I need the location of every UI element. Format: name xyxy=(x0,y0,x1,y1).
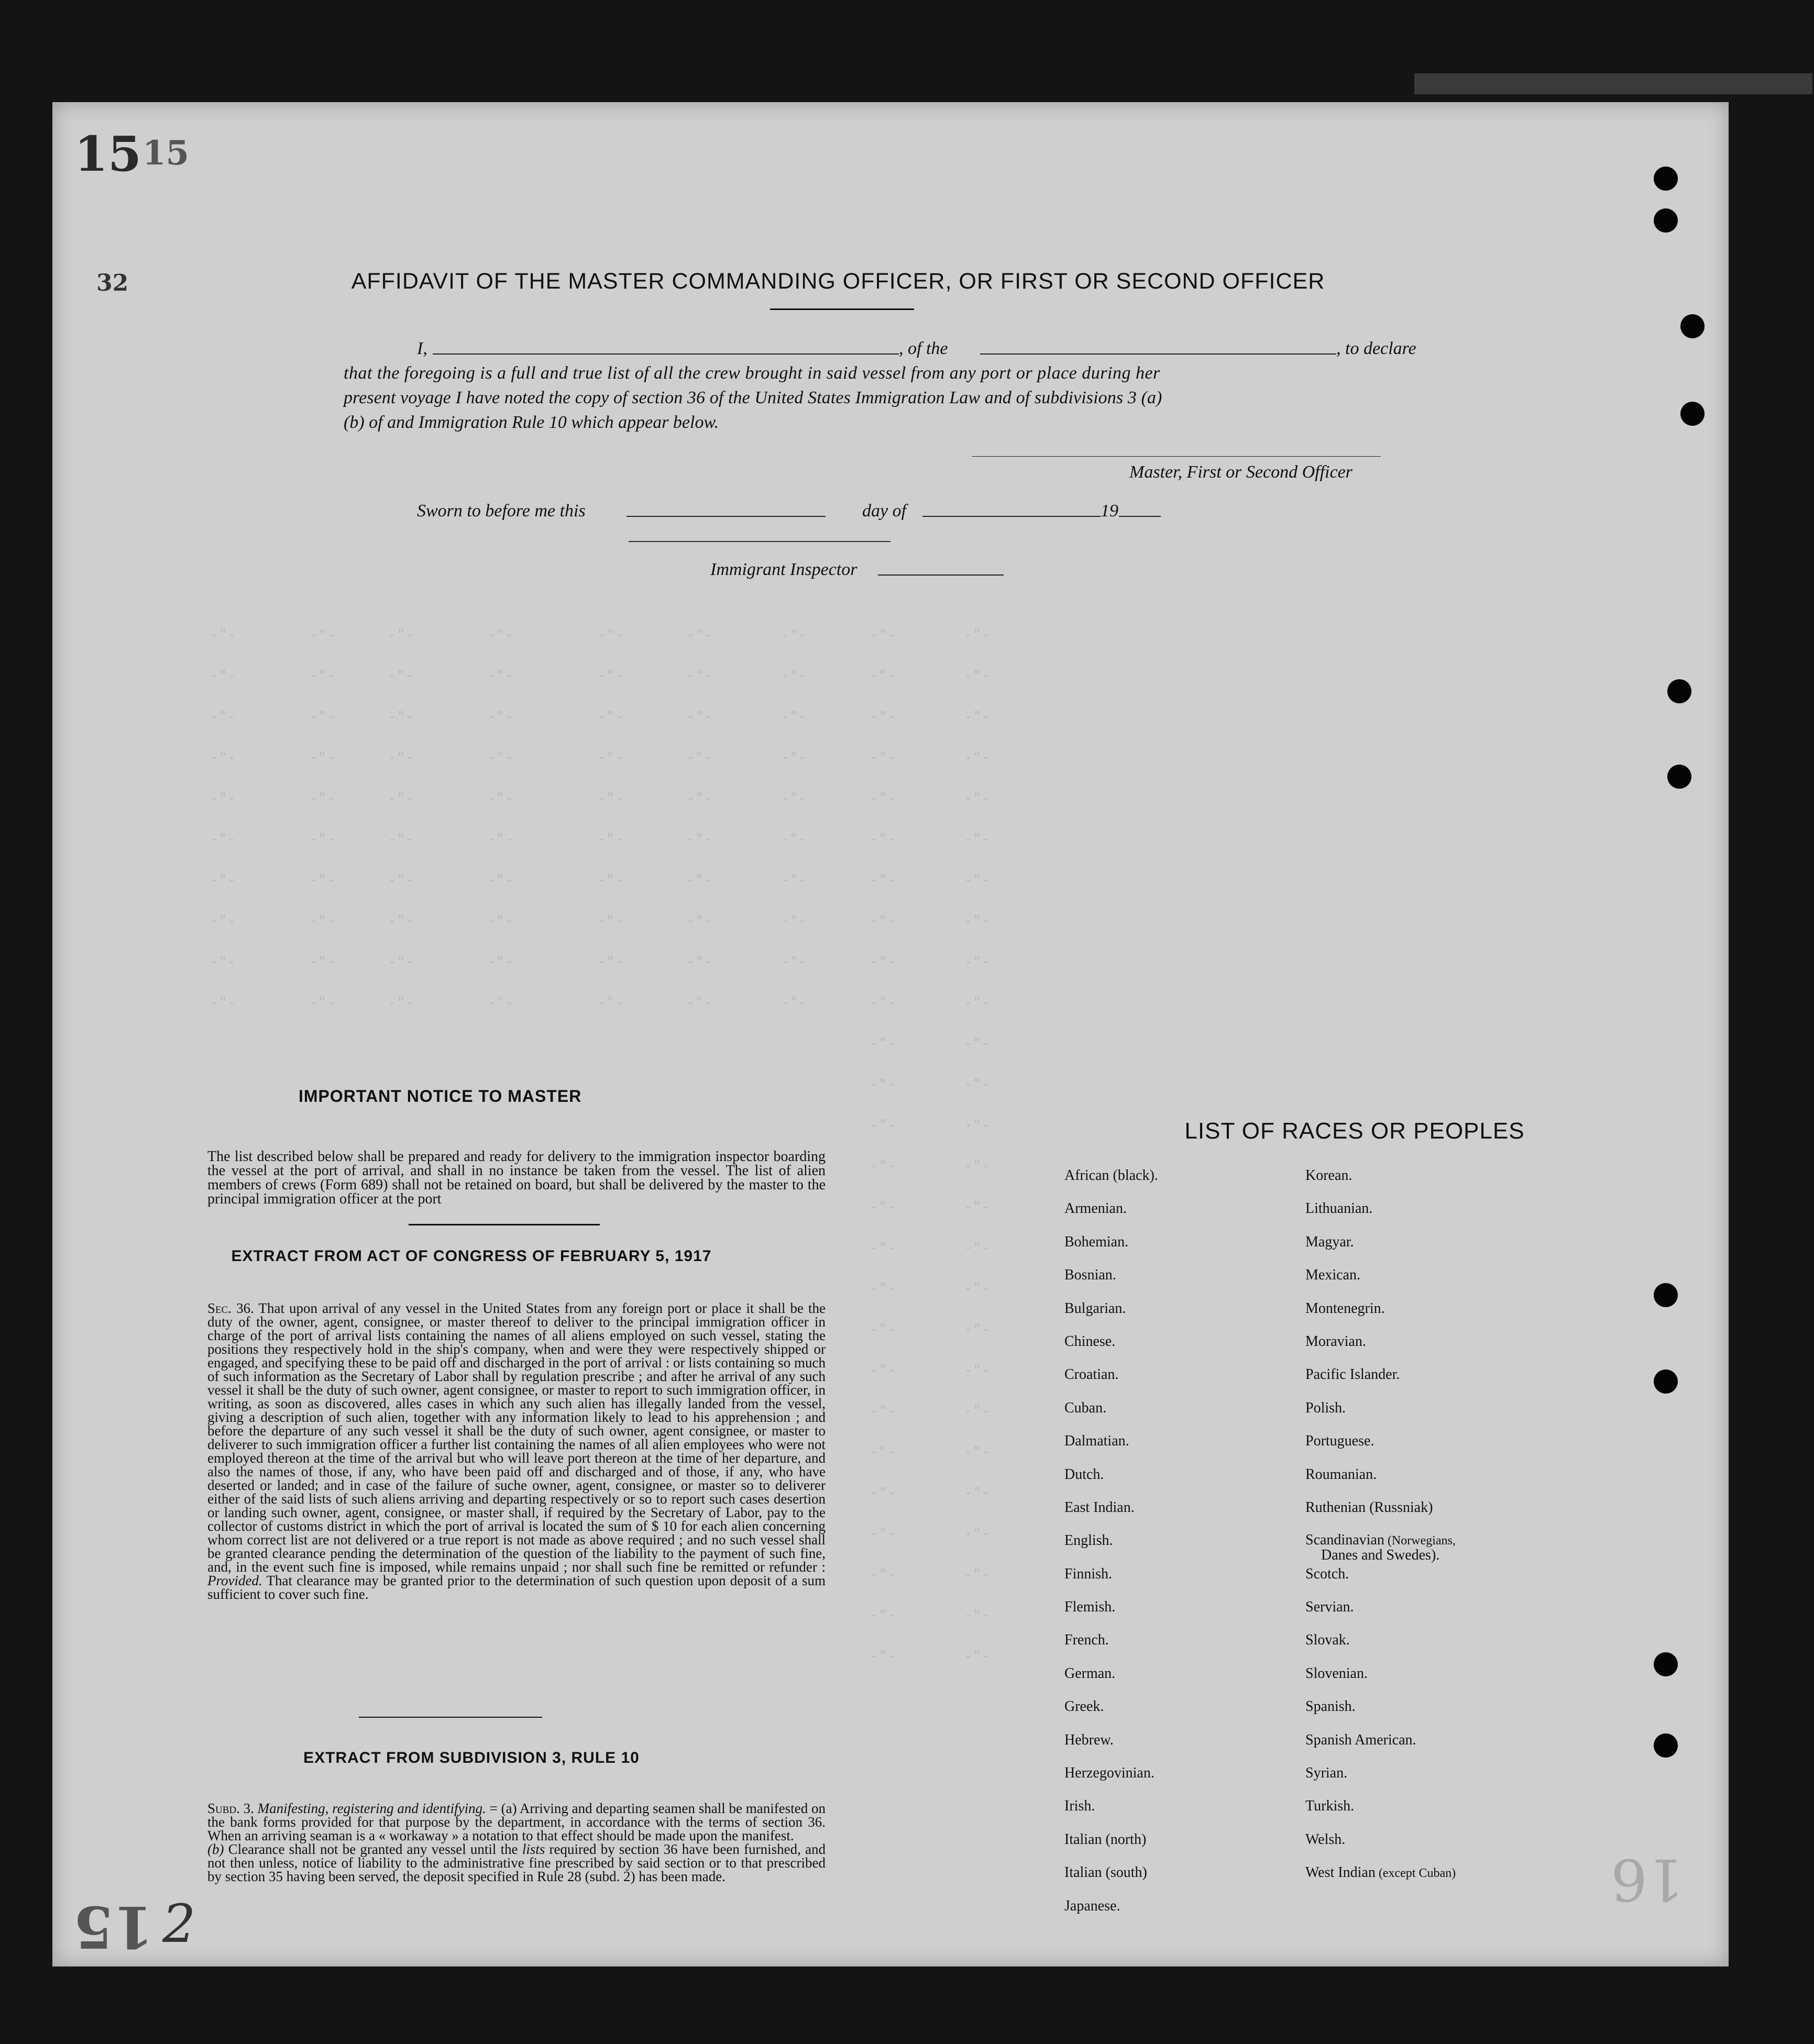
affidavit-line-4: (b) of and Immigration Rule 10 which appear below. xyxy=(344,413,719,432)
race-item xyxy=(1305,1400,1536,1433)
race-name: Polish. xyxy=(1305,1399,1346,1416)
race-item xyxy=(1064,1798,1295,1831)
race-name: Dutch. xyxy=(1064,1466,1104,1483)
bleed-through-mark: -"- xyxy=(964,1402,991,1419)
bleed-through-row xyxy=(52,871,1729,887)
race-name: Bohemian. xyxy=(1064,1233,1129,1250)
bleed-through-mark: -"- xyxy=(686,708,713,725)
bleed-through-mark: -"- xyxy=(964,1239,991,1256)
race-item xyxy=(1305,1699,1536,1732)
races-title: LIST OF RACES OR PEOPLES xyxy=(1184,1118,1525,1144)
inspector-signature-field[interactable] xyxy=(878,559,1004,576)
race-item xyxy=(1064,1599,1295,1632)
sworn-label: Sworn to before me this xyxy=(417,501,586,521)
race-item xyxy=(1305,1732,1536,1765)
race-item xyxy=(1064,1566,1295,1599)
bleed-through-mark: -"- xyxy=(388,667,414,684)
binder-hole xyxy=(1667,679,1691,703)
act-extract-text xyxy=(207,1301,826,1601)
bleed-through-mark: -"- xyxy=(210,667,236,684)
race-name: French. xyxy=(1064,1632,1109,1649)
bleed-through-mark: -"- xyxy=(870,1524,896,1542)
race-item xyxy=(1064,1732,1295,1765)
bleed-through-mark: -"- xyxy=(309,830,336,847)
notice-text: The list described below shall be prepared and ready for delivery to the immigration inspector boarding the vessel at the port of arrival, and shall in no instance be taken from the vessel. The list of alien members of crews (Form 689) shall not be retained on board, but shall be delivered by the master to the principal immigration officer at the port xyxy=(207,1148,826,1207)
bleed-through-mark: -"- xyxy=(388,871,414,888)
race-item xyxy=(1305,1433,1536,1466)
subd-text-b: required by section 36 have been furnished, and not then unless, notice of liability to the administrative fine prescribed by said section or to that prescribed by section 35 having been served, the deposit specified in Rule 28 (subd. 2) has been made. xyxy=(207,1841,826,1884)
race-name: Pacific Islander. xyxy=(1305,1366,1400,1383)
bleed-through-mark: -"- xyxy=(780,912,807,929)
bleed-through-mark: -"- xyxy=(870,1320,896,1338)
race-name: Greek. xyxy=(1064,1698,1104,1715)
bleed-through-mark: -"- xyxy=(964,1198,991,1215)
bleed-through-mark: -"- xyxy=(597,789,624,806)
races-right-column xyxy=(1305,1168,1536,1898)
binder-hole xyxy=(1654,1652,1678,1676)
race-item xyxy=(1064,1201,1295,1234)
document-page xyxy=(52,102,1729,1966)
bleed-through-mark: -"- xyxy=(309,993,336,1011)
vessel-name-field[interactable] xyxy=(980,338,1336,355)
bleed-through-mark: -"- xyxy=(964,912,991,929)
affidavit-i-label: I, xyxy=(417,339,427,358)
bleed-through-mark: -"- xyxy=(964,667,991,684)
race-note: Danes and Swedes). xyxy=(1321,1547,1440,1564)
bleed-through-mark: -"- xyxy=(964,1279,991,1297)
bleed-through-mark: -"- xyxy=(309,708,336,725)
bleed-through-mark: -"- xyxy=(388,708,414,725)
binder-hole xyxy=(1654,1733,1678,1758)
race-name: German. xyxy=(1064,1665,1116,1682)
bleed-through-mark: -"- xyxy=(964,748,991,766)
binder-hole xyxy=(1680,314,1705,338)
bleed-through-mark: -"- xyxy=(597,748,624,766)
bleed-through-mark: -"- xyxy=(686,667,713,684)
bleed-through-mark: -"- xyxy=(964,708,991,725)
race-item xyxy=(1064,1234,1295,1267)
race-item xyxy=(1305,1367,1536,1400)
race-item xyxy=(1305,1666,1536,1699)
corner-number-side: 32 xyxy=(96,270,129,296)
race-item xyxy=(1064,1267,1295,1300)
bleed-through-mark: -"- xyxy=(487,993,514,1011)
race-name: Welsh. xyxy=(1305,1831,1346,1848)
bleed-through-mark: -"- xyxy=(210,626,236,643)
bleed-through-mark: -"- xyxy=(870,1361,896,1378)
race-name: Lithuanian. xyxy=(1305,1200,1373,1217)
race-item xyxy=(1305,1798,1536,1831)
bleed-through-mark: -"- xyxy=(210,748,236,766)
bleed-through-mark: -"- xyxy=(870,1157,896,1174)
bleed-through-mark: -"- xyxy=(870,1606,896,1623)
race-name: African (black). xyxy=(1064,1167,1158,1184)
bleed-through-mark: -"- xyxy=(964,830,991,847)
bleed-through-mark: -"- xyxy=(487,953,514,970)
bleed-through-mark: -"- xyxy=(388,993,414,1011)
race-name: Japanese. xyxy=(1064,1897,1120,1914)
bleed-through-mark: -"- xyxy=(780,830,807,847)
race-name: Spanish. xyxy=(1305,1698,1356,1715)
act-extract-heading: EXTRACT FROM ACT OF CONGRESS OF FEBRUARY 5, 1917 xyxy=(231,1247,712,1265)
bleed-through-mark: -"- xyxy=(686,993,713,1011)
races-left-column xyxy=(1064,1168,1295,1931)
race-item xyxy=(1305,1865,1536,1898)
race-name: Mexican. xyxy=(1305,1267,1360,1284)
bleed-through-mark: -"- xyxy=(964,953,991,970)
bleed-through-mark: -"- xyxy=(597,912,624,929)
bleed-through-mark: -"- xyxy=(870,830,896,847)
race-name: Italian (south) xyxy=(1064,1864,1147,1881)
sworn-month-field[interactable] xyxy=(922,500,1101,517)
bleed-through-mark: -"- xyxy=(210,789,236,806)
race-name: Armenian. xyxy=(1064,1200,1127,1217)
bleed-through-mark: -"- xyxy=(964,1606,991,1623)
race-item xyxy=(1064,1699,1295,1732)
race-item xyxy=(1305,1500,1536,1533)
bleed-through-mark: -"- xyxy=(686,789,713,806)
year-label: 19 xyxy=(1101,501,1118,521)
race-item xyxy=(1064,1334,1295,1367)
race-item xyxy=(1305,1599,1536,1632)
corner-check-mark: 2 xyxy=(162,1893,196,1954)
bleed-through-mark: -"- xyxy=(964,1443,991,1460)
bleed-through-mark: -"- xyxy=(964,1361,991,1378)
bleed-through-mark: -"- xyxy=(870,1443,896,1460)
provided-label: Provided. xyxy=(207,1573,262,1588)
bleed-through-mark: -"- xyxy=(309,626,336,643)
bleed-through-mark: -"- xyxy=(309,789,336,806)
bleed-through-mark: -"- xyxy=(964,1075,991,1092)
race-item xyxy=(1064,1865,1295,1898)
race-item xyxy=(1305,1234,1536,1267)
bleed-through-mark: -"- xyxy=(487,830,514,847)
act-extract-divider xyxy=(359,1717,542,1718)
race-name: Bulgarian. xyxy=(1064,1300,1126,1317)
bleed-through-mark: -"- xyxy=(870,1279,896,1297)
bleed-through-mark: -"- xyxy=(870,626,896,643)
bleed-through-mark: -"- xyxy=(597,993,624,1011)
bleed-through-mark: -"- xyxy=(780,708,807,725)
bleed-through-mark: -"- xyxy=(686,871,713,888)
bleed-through-mark: -"- xyxy=(487,626,514,643)
bleed-through-mark: -"- xyxy=(686,953,713,970)
sworn-underline xyxy=(629,541,890,542)
bleed-through-row xyxy=(52,993,1729,1009)
bleed-through-row xyxy=(52,748,1729,764)
rule-extract-text xyxy=(207,1802,826,1883)
bleed-through-mark: -"- xyxy=(487,789,514,806)
bleed-through-mark: -"- xyxy=(210,953,236,970)
binder-hole xyxy=(1654,208,1678,233)
title-underline xyxy=(770,308,914,310)
bleed-through-mark: -"- xyxy=(309,748,336,766)
subd-text-b-pre: Clearance shall not be granted any vessel until the xyxy=(228,1841,518,1857)
bleed-through-mark: -"- xyxy=(870,1565,896,1583)
affidavit-of-the-label: , of the xyxy=(899,339,948,358)
race-item xyxy=(1305,1301,1536,1334)
race-item xyxy=(1305,1632,1536,1665)
bleed-through-mark: -"- xyxy=(597,830,624,847)
bleed-through-mark: -"- xyxy=(780,953,807,970)
bleed-through-mark: -"- xyxy=(686,748,713,766)
notice-heading: IMPORTANT NOTICE TO MASTER xyxy=(299,1087,582,1106)
race-name: Chinese. xyxy=(1064,1333,1116,1350)
bleed-through-mark: -"- xyxy=(964,871,991,888)
corner-number-top-left: 15 xyxy=(74,126,142,182)
bleed-through-mark: -"- xyxy=(487,708,514,725)
race-name: Slovenian. xyxy=(1305,1665,1368,1682)
section-36-body: That upon arrival of any vessel in the United States from any foreign port or place it shall be the duty of the owner, agent, consignee, or master thereof to deliver to the principal immigration officer in charge of the port of arrival lists containing the names of all aliens employed on such vessel, stating the positions they respectively hold in the ship's company, when and were they were respectively shipped or engaged, and specifying these to be paid off and discharged in the port of arrival : or lists containing so much of such information as the Secretary of Labor shall by regulation prescribe ; and after he arrival of any such vessel it shall be the duty of such owner, agent consignee, or master to report to such immigration officer, in writing, as soon as discovered, alles cases in which any such alien has illegally landed from the vessel, giving a description of such alien, together with any information likely to lead to his apprehension ; and before the departure of any such vessel it shall be the duty of such owner, agent consignee, or master to deliverer to such immigration officer a further list containing the names of all alien employees who were not employed thereon at the time of the arrival but who will leave port thereon at the time of her departure, and also the names of those, if any, who have been paid off and discharged and of those, if any, who have deserted or landed; and in case of the failure of suche owner, agent, consignee, or master so to deliverer either of the said lists of such aliens arriving and departing respectively or so to report such cases desertion or landing such owner, agent, consignee, or master shall, if required by the Secretary of Labor, pay to the collector of customs district in which the port of arrival is located the sum of $ 10 for each alien concerning whom correct list are not delivered or a true report is not made as above required ; and no such vessel shall be granted clearance pending the determination of the question of the liability to the payment of such fine, and, in the event such fine is imposed, while remains unpaid ; nor shall such fine be remitted or refunder : xyxy=(207,1300,826,1575)
race-name: Magyar. xyxy=(1305,1233,1354,1250)
binder-hole xyxy=(1667,765,1691,789)
bleed-through-mark: -"- xyxy=(780,993,807,1011)
binder-hole xyxy=(1680,402,1705,426)
bleed-through-mark: -"- xyxy=(388,830,414,847)
bleed-through-mark: -"- xyxy=(780,871,807,888)
scanner-edge-strip xyxy=(1414,73,1812,94)
sworn-day-field[interactable] xyxy=(626,500,826,517)
race-name: Scotch. xyxy=(1305,1565,1349,1582)
bleed-through-mark: -"- xyxy=(870,912,896,929)
bleed-through-mark: -"- xyxy=(686,912,713,929)
race-name: Syrian. xyxy=(1305,1765,1348,1782)
bleed-through-mark: -"- xyxy=(597,626,624,643)
race-item xyxy=(1305,1533,1536,1566)
bleed-through-mark: -"- xyxy=(487,871,514,888)
bleed-through-mark: -"- xyxy=(487,748,514,766)
race-name: Bosnian. xyxy=(1064,1267,1116,1284)
bleed-through-mark: -"- xyxy=(870,993,896,1011)
race-note: (except Cuban) xyxy=(1375,1866,1456,1881)
subd-b-label: (b) xyxy=(207,1841,224,1857)
bleed-through-mark: -"- xyxy=(870,1402,896,1419)
affidavit-to-declare-label: , to declare xyxy=(1336,339,1416,358)
bleed-through-mark: -"- xyxy=(870,1647,896,1664)
bleed-through-mark: -"- xyxy=(388,626,414,643)
bleed-through-mark: -"- xyxy=(964,1320,991,1338)
bleed-through-row xyxy=(52,953,1729,968)
bleed-through-mark: -"- xyxy=(487,912,514,929)
race-name: Spanish American. xyxy=(1305,1731,1416,1748)
race-name: Turkish. xyxy=(1305,1798,1355,1815)
race-name: West Indian xyxy=(1305,1864,1376,1881)
bleed-through-mark: -"- xyxy=(388,789,414,806)
bleed-through-mark: -"- xyxy=(597,708,624,725)
rule-extract-heading: EXTRACT FROM SUBDIVISION 3, RULE 10 xyxy=(303,1749,640,1766)
affidavit-line-3: present voyage I have noted the copy of section 36 of the United States Immigration Law and of subdivisions 3 (a) xyxy=(344,388,1162,407)
race-name: Dalmatian. xyxy=(1064,1433,1129,1450)
bleed-through-mark: -"- xyxy=(309,871,336,888)
bleed-through-mark: -"- xyxy=(870,1239,896,1256)
race-name: Montenegrin. xyxy=(1305,1300,1385,1317)
race-item xyxy=(1064,1632,1295,1665)
race-item xyxy=(1064,1467,1295,1500)
bleed-through-row xyxy=(52,626,1729,642)
race-name: Portuguese. xyxy=(1305,1433,1375,1450)
bleed-through-mark: -"- xyxy=(964,1647,991,1664)
master-signature-label: Master, First or Second Officer xyxy=(1129,462,1353,482)
race-name: Irish. xyxy=(1064,1798,1095,1815)
race-name: Ruthenian (Russniak) xyxy=(1305,1499,1433,1516)
sworn-year-field[interactable] xyxy=(1119,500,1161,517)
bleed-through-mark: -"- xyxy=(870,1075,896,1092)
race-name: Croatian. xyxy=(1064,1366,1119,1383)
bleed-through-mark: -"- xyxy=(597,871,624,888)
race-name: Roumanian. xyxy=(1305,1466,1377,1483)
bleed-through-mark: -"- xyxy=(964,993,991,1011)
affidavit-line-2: that the foregoing is a full and true list of all the crew brought in said vessel from any port or place during her xyxy=(344,363,1160,383)
bleed-through-mark: -"- xyxy=(686,830,713,847)
race-name: Moravian. xyxy=(1305,1333,1366,1350)
race-item xyxy=(1305,1201,1536,1234)
race-name: Hebrew. xyxy=(1064,1731,1114,1748)
bleed-through-mark: -"- xyxy=(309,667,336,684)
race-name: Cuban. xyxy=(1064,1399,1107,1416)
race-item xyxy=(1064,1433,1295,1466)
race-item xyxy=(1305,1334,1536,1367)
bleed-through-mark: -"- xyxy=(964,626,991,643)
bleed-through-mark: -"- xyxy=(309,912,336,929)
bleed-through-mark: -"- xyxy=(964,789,991,806)
subd-label: Subd. 3. xyxy=(207,1800,254,1816)
bleed-through-mark: -"- xyxy=(870,667,896,684)
race-name: Herzegovinian. xyxy=(1064,1765,1155,1782)
bleed-through-mark: -"- xyxy=(487,667,514,684)
bleed-through-mark: -"- xyxy=(964,1157,991,1174)
bleed-through-mark: -"- xyxy=(210,708,236,725)
race-name: Slovak. xyxy=(1305,1632,1350,1649)
race-item xyxy=(1305,1467,1536,1500)
bleed-through-mark: -"- xyxy=(870,1116,896,1133)
race-name: Finnish. xyxy=(1064,1565,1113,1582)
bleed-through-mark: -"- xyxy=(210,993,236,1011)
bleed-through-mark: -"- xyxy=(210,830,236,847)
bleed-through-row xyxy=(52,789,1729,805)
inspector-label: Immigrant Inspector xyxy=(710,560,857,579)
bleed-through-mark: -"- xyxy=(964,1484,991,1501)
race-name: Servian. xyxy=(1305,1599,1354,1616)
bleed-through-row xyxy=(52,830,1729,846)
race-name: Korean. xyxy=(1305,1167,1353,1184)
race-item xyxy=(1305,1832,1536,1865)
race-item xyxy=(1064,1301,1295,1334)
bleed-through-mark: -"- xyxy=(870,1034,896,1052)
bleed-through-row xyxy=(52,708,1729,723)
race-item xyxy=(1064,1666,1295,1699)
bleed-through-mark: -"- xyxy=(870,1484,896,1501)
bleed-through-mark: -"- xyxy=(964,1034,991,1052)
race-item xyxy=(1064,1533,1295,1566)
bleed-through-mark: -"- xyxy=(686,626,713,643)
subd-title: Manifesting, registering and identifying. xyxy=(257,1800,486,1816)
race-item xyxy=(1064,1400,1295,1433)
affidavit-title: AFFIDAVIT OF THE MASTER COMMANDING OFFICER, OR FIRST OR SECOND OFFICER xyxy=(351,269,1325,294)
notice-divider xyxy=(409,1224,600,1225)
bleed-through-mark: -"- xyxy=(964,1116,991,1133)
officer-name-field[interactable] xyxy=(433,338,899,355)
binder-hole xyxy=(1654,1283,1678,1307)
race-note: (Norwegians, xyxy=(1384,1534,1456,1548)
bleed-through-row xyxy=(52,667,1729,682)
race-item xyxy=(1305,1765,1536,1798)
race-item xyxy=(1064,1367,1295,1400)
bleed-through-mark: -"- xyxy=(780,667,807,684)
corner-number-bottom-right: 16 xyxy=(1611,1846,1684,1913)
race-item xyxy=(1064,1832,1295,1865)
bleed-through-mark: -"- xyxy=(870,953,896,970)
bleed-through-mark: -"- xyxy=(870,871,896,888)
bleed-through-mark: -"- xyxy=(388,953,414,970)
bleed-through-row xyxy=(52,1034,1729,1050)
binder-hole xyxy=(1654,167,1678,191)
race-item xyxy=(1064,1765,1295,1798)
race-item xyxy=(1064,1168,1295,1201)
race-item xyxy=(1064,1898,1295,1931)
race-name: Italian (north) xyxy=(1064,1831,1147,1848)
subd-text-b-lists: lists xyxy=(522,1841,545,1857)
bleed-through-mark: -"- xyxy=(597,667,624,684)
bleed-through-mark: -"- xyxy=(597,953,624,970)
race-name: English. xyxy=(1064,1532,1113,1549)
bleed-through-mark: -"- xyxy=(870,708,896,725)
master-signature-field[interactable] xyxy=(972,440,1381,457)
bleed-through-mark: -"- xyxy=(309,953,336,970)
race-item xyxy=(1305,1566,1536,1599)
bleed-through-mark: -"- xyxy=(780,789,807,806)
race-name: Flemish. xyxy=(1064,1599,1116,1616)
bleed-through-mark: -"- xyxy=(210,912,236,929)
bleed-through-mark: -"- xyxy=(964,1524,991,1542)
bleed-through-mark: -"- xyxy=(388,748,414,766)
corner-number-top-left-small: 15 xyxy=(142,134,190,173)
bleed-through-row xyxy=(52,912,1729,927)
day-of-label: day of xyxy=(862,501,907,521)
bleed-through-mark: -"- xyxy=(870,789,896,806)
bleed-through-mark: -"- xyxy=(388,912,414,929)
race-name: Scandinavian xyxy=(1305,1532,1384,1549)
bleed-through-mark: -"- xyxy=(870,1198,896,1215)
race-item xyxy=(1305,1168,1536,1201)
bleed-through-mark: -"- xyxy=(870,748,896,766)
race-item xyxy=(1305,1267,1536,1300)
race-name: East Indian. xyxy=(1064,1499,1135,1516)
bleed-through-mark: -"- xyxy=(964,1565,991,1583)
subd-text-a: = (a) Arriving and departing seamen shall be manifested on the bank forms provided for that purpose by the department, in accordance with the terms of section 36. When an arriving seaman is a « workaway » a notation to that effect should be made upon the manifest. xyxy=(207,1800,826,1843)
bleed-through-mark: -"- xyxy=(210,871,236,888)
section-36-label: Sec. 36. xyxy=(207,1300,254,1316)
section-36-end: That clearance may be granted prior to the determination of such question upon deposit of a sum sufficient to cover such fine. xyxy=(207,1573,826,1602)
bleed-through-mark: -"- xyxy=(780,748,807,766)
binder-hole xyxy=(1654,1369,1678,1394)
race-item xyxy=(1064,1500,1295,1533)
bleed-through-mark: -"- xyxy=(780,626,807,643)
corner-number-bottom-left: 15 xyxy=(73,1893,154,1961)
